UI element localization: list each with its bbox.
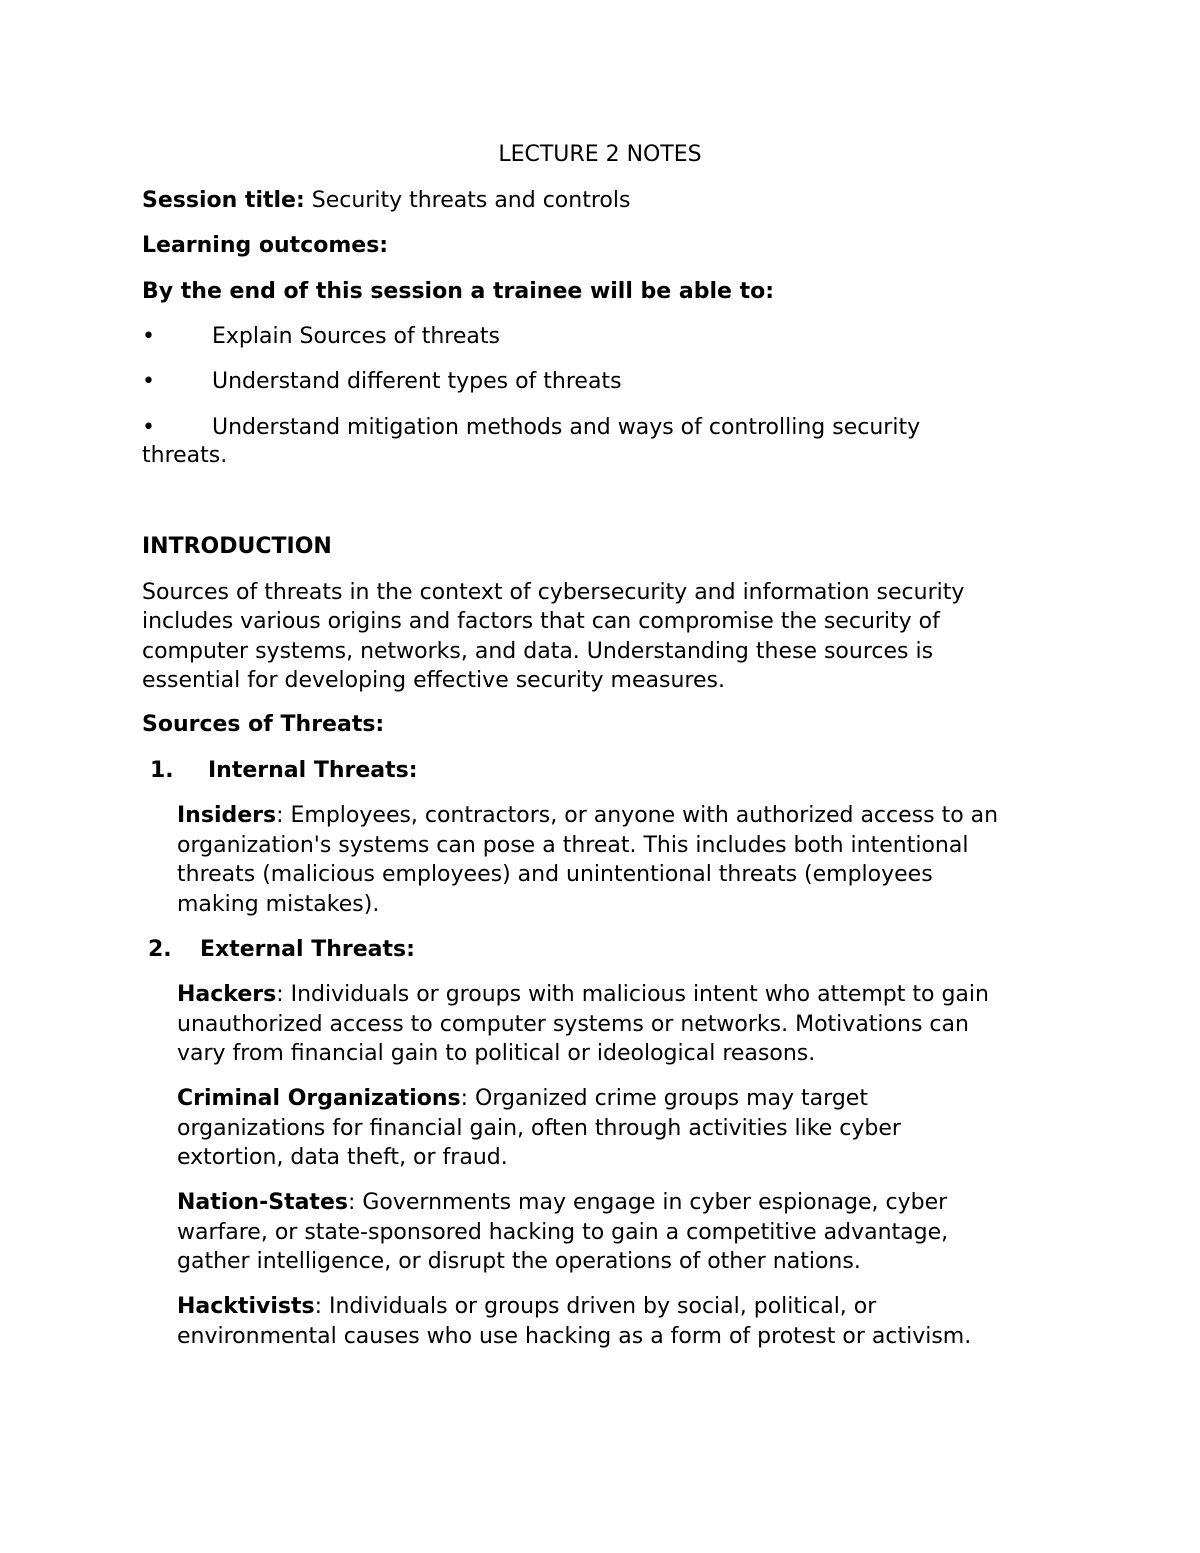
term-description: : Individuals or groups with malicious intent who attempt to gain — [276, 982, 989, 1007]
introduction-line: includes various origins and factors that can compromise the security of — [142, 609, 940, 634]
outcome-item — [142, 413, 1042, 443]
term: Nation-States — [177, 1190, 348, 1215]
learning-outcomes-heading: Learning outcomes: — [142, 233, 389, 258]
insiders-line: organization's systems can pose a threat. This includes both intentional — [177, 833, 969, 858]
term: Hackers — [177, 982, 277, 1007]
introduction-line: computer systems, networks, and data. Understanding these sources is — [142, 639, 934, 664]
outcome-item — [142, 322, 1042, 352]
by-end-heading: By the end of this session a trainee will be able to: — [142, 279, 775, 304]
list-number: 2. — [148, 937, 172, 962]
hacktivists-line — [177, 1292, 876, 1322]
internal-threats-heading — [150, 756, 418, 786]
outcome-text-continuation: threats. — [142, 443, 228, 468]
list-number: 1. — [150, 758, 174, 783]
insiders-line: threats (malicious employees) and unintentional threats (employees — [177, 862, 933, 887]
term-description: : Organized crime groups may target — [460, 1086, 868, 1111]
external-threats-heading — [148, 935, 415, 965]
bullet-icon: • — [142, 415, 155, 440]
nation-states-line: gather intelligence, or disrupt the operations of other nations. — [177, 1249, 861, 1274]
outcome-text: Explain Sources of threats — [212, 324, 500, 349]
nation-states-line: warfare, or state-sponsored hacking to gain a competitive advantage, — [177, 1220, 949, 1245]
session-title-line — [142, 186, 630, 216]
term-description: : Individuals or groups driven by social, political, or — [314, 1294, 877, 1319]
outcome-text: Understand different types of threats — [212, 369, 622, 394]
session-title-value: Security threats and controls — [304, 188, 631, 213]
sources-heading: Sources of Threats: — [142, 712, 385, 737]
introduction-line: Sources of threats in the context of cybersecurity and information security — [142, 580, 965, 605]
hacktivists-line: environmental causes who use hacking as a form of protest or activism. — [177, 1324, 972, 1349]
hackers-line: unauthorized access to computer systems or networks. Motivations can — [177, 1012, 969, 1037]
outcome-text: Understand mitigation methods and ways of controlling security — [212, 415, 921, 440]
criminal-organizations-line — [177, 1084, 868, 1114]
term: Criminal Organizations — [177, 1086, 461, 1111]
nation-states-line — [177, 1188, 947, 1218]
criminal-organizations-line: organizations for financial gain, often through activities like cyber — [177, 1116, 901, 1141]
section-heading-text: Internal Threats: — [208, 758, 418, 783]
introduction-line: essential for developing effective security measures. — [142, 668, 725, 693]
insiders-line — [177, 801, 998, 831]
hackers-line: vary from financial gain to political or ideological reasons. — [177, 1041, 816, 1066]
bullet-icon: • — [142, 324, 155, 349]
insiders-line: making mistakes). — [177, 892, 380, 917]
term-description: : Employees, contractors, or anyone with authorized access to an — [276, 803, 999, 828]
outcome-item — [142, 367, 1042, 397]
term-description: : Governments may engage in cyber espionage, cyber — [347, 1190, 948, 1215]
introduction-heading: INTRODUCTION — [142, 534, 332, 559]
term: Hacktivists — [177, 1294, 315, 1319]
page-title: LECTURE 2 NOTES — [498, 142, 702, 167]
bullet-icon: • — [142, 369, 155, 394]
section-heading-text: External Threats: — [200, 937, 415, 962]
criminal-organizations-line: extortion, data theft, or fraud. — [177, 1145, 508, 1170]
session-title-label: Session title: — [142, 188, 305, 213]
hackers-line — [177, 980, 989, 1010]
term: Insiders — [177, 803, 277, 828]
